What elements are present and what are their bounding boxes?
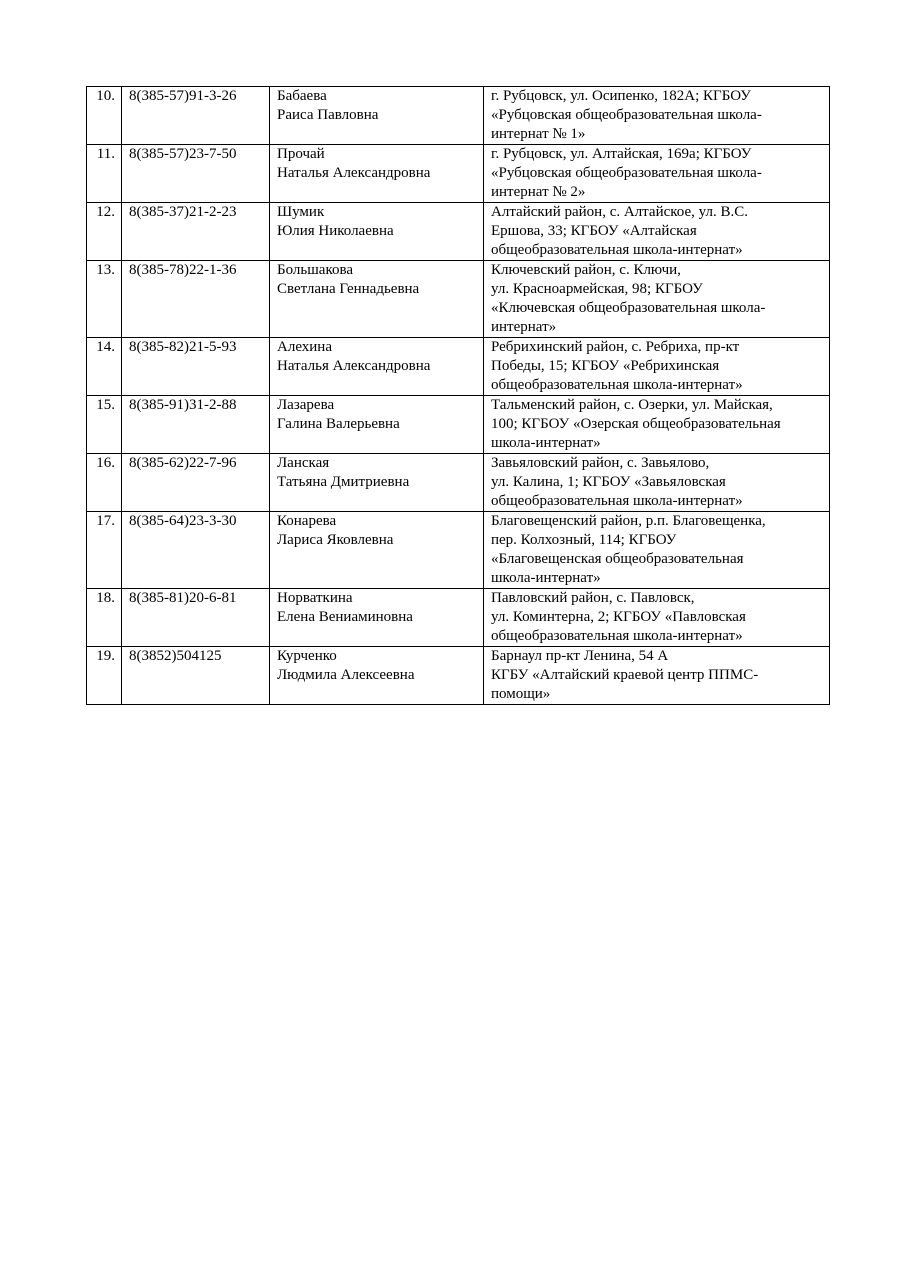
contact-name <box>270 589 484 647</box>
table-row <box>87 145 830 203</box>
address-line: интернат № 2» <box>491 184 586 200</box>
address-cell <box>484 454 830 512</box>
surname: Лазарева <box>277 397 335 413</box>
given-name: Людмила Алексеевна <box>277 667 415 683</box>
row-number: 13. <box>87 261 122 338</box>
table-row <box>87 454 830 512</box>
contacts-table <box>86 86 830 705</box>
address-line: Тальменский район, с. Озерки, ул. Майская, <box>491 397 773 413</box>
address-line: интернат» <box>491 319 557 335</box>
row-number: 15. <box>87 396 122 454</box>
surname: Шумик <box>277 204 325 220</box>
table-row <box>87 261 830 338</box>
contact-name <box>270 145 484 203</box>
phone-number: 8(385-57)23-7-50 <box>122 145 270 203</box>
surname: Ланская <box>277 455 330 471</box>
row-number: 17. <box>87 512 122 589</box>
address-line: Ребрихинский район, с. Ребриха, пр-кт <box>491 339 740 355</box>
phone-number: 8(3852)504125 <box>122 647 270 705</box>
surname: Прочай <box>277 146 325 162</box>
surname: Конарева <box>277 513 337 529</box>
address-line: ул. Коминтерна, 2; КГБОУ «Павловская <box>491 609 746 625</box>
given-name: Наталья Александровна <box>277 358 431 374</box>
contact-name <box>270 512 484 589</box>
address-line: интернат № 1» <box>491 126 586 142</box>
address-line: Павловский район, с. Павловск, <box>491 590 695 606</box>
table-row <box>87 647 830 705</box>
contact-name <box>270 261 484 338</box>
surname: Курченко <box>277 648 337 664</box>
address-line: Алтайский район, с. Алтайское, ул. В.С. <box>491 204 748 220</box>
table-row <box>87 338 830 396</box>
table-row <box>87 512 830 589</box>
phone-number: 8(385-91)31-2-88 <box>122 396 270 454</box>
surname: Большакова <box>277 262 354 278</box>
phone-number: 8(385-57)91-3-26 <box>122 87 270 145</box>
row-number: 10. <box>87 87 122 145</box>
surname: Норваткина <box>277 590 353 606</box>
address-cell <box>484 647 830 705</box>
address-line: ул. Красноармейская, 98; КГБОУ <box>491 281 703 297</box>
given-name: Татьяна Дмитриевна <box>277 474 410 490</box>
phone-number: 8(385-64)23-3-30 <box>122 512 270 589</box>
address-cell <box>484 261 830 338</box>
address-line: пер. Колхозный, 114; КГБОУ <box>491 532 677 548</box>
contact-name <box>270 454 484 512</box>
address-line: 100; КГБОУ «Озерская общеобразовательная <box>491 416 781 432</box>
address-line: «Рубцовская общеобразовательная школа- <box>491 165 762 181</box>
address-line: общеобразовательная школа-интернат» <box>491 493 743 509</box>
table-row <box>87 589 830 647</box>
address-cell <box>484 338 830 396</box>
given-name: Светлана Геннадьевна <box>277 281 420 297</box>
address-line: Ключевский район, с. Ключи, <box>491 262 681 278</box>
address-line: ул. Калина, 1; КГБОУ «Завьяловская <box>491 474 726 490</box>
address-line: общеобразовательная школа-интернат» <box>491 628 743 644</box>
row-number: 12. <box>87 203 122 261</box>
row-number: 16. <box>87 454 122 512</box>
address-line: Завьяловский район, с. Завьялово, <box>491 455 710 471</box>
address-cell <box>484 145 830 203</box>
table-row <box>87 87 830 145</box>
address-line: «Благовещенская общеобразовательная <box>491 551 744 567</box>
phone-number: 8(385-81)20-6-81 <box>122 589 270 647</box>
address-line: школа-интернат» <box>491 570 601 586</box>
row-number: 11. <box>87 145 122 203</box>
surname: Алехина <box>277 339 332 355</box>
address-line: КГБУ «Алтайский краевой центр ППМС- <box>491 667 759 683</box>
address-line: помощи» <box>491 686 551 702</box>
address-cell <box>484 203 830 261</box>
given-name: Наталья Александровна <box>277 165 431 181</box>
address-line: общеобразовательная школа-интернат» <box>491 242 743 258</box>
row-number: 18. <box>87 589 122 647</box>
row-number: 19. <box>87 647 122 705</box>
contact-name <box>270 338 484 396</box>
address-line: Барнаул пр-кт Ленина, 54 А <box>491 648 669 664</box>
address-line: Ершова, 33; КГБОУ «Алтайская <box>491 223 697 239</box>
address-line: «Ключевская общеобразовательная школа- <box>491 300 766 316</box>
address-line: Победы, 15; КГБОУ «Ребрихинская <box>491 358 720 374</box>
address-line: общеобразовательная школа-интернат» <box>491 377 743 393</box>
address-line: г. Рубцовск, ул. Осипенко, 182А; КГБОУ <box>491 88 751 104</box>
address-cell <box>484 589 830 647</box>
address-cell <box>484 396 830 454</box>
table-row <box>87 203 830 261</box>
row-number: 14. <box>87 338 122 396</box>
phone-number: 8(385-37)21-2-23 <box>122 203 270 261</box>
address-line: школа-интернат» <box>491 435 601 451</box>
address-line: «Рубцовская общеобразовательная школа- <box>491 107 762 123</box>
address-line: Благовещенский район, р.п. Благовещенка, <box>491 513 766 529</box>
phone-number: 8(385-62)22-7-96 <box>122 454 270 512</box>
contact-name <box>270 647 484 705</box>
address-cell <box>484 512 830 589</box>
contact-name <box>270 203 484 261</box>
given-name: Елена Вениаминовна <box>277 609 413 625</box>
address-line: г. Рубцовск, ул. Алтайская, 169а; КГБОУ <box>491 146 752 162</box>
phone-number: 8(385-82)21-5-93 <box>122 338 270 396</box>
table-row <box>87 396 830 454</box>
address-cell <box>484 87 830 145</box>
given-name: Лариса Яковлевна <box>277 532 394 548</box>
surname: Бабаева <box>277 88 327 104</box>
contact-name <box>270 396 484 454</box>
given-name: Галина Валерьевна <box>277 416 400 432</box>
contact-name <box>270 87 484 145</box>
given-name: Юлия Николаевна <box>277 223 394 239</box>
phone-number: 8(385-78)22-1-36 <box>122 261 270 338</box>
given-name: Раиса Павловна <box>277 107 379 123</box>
